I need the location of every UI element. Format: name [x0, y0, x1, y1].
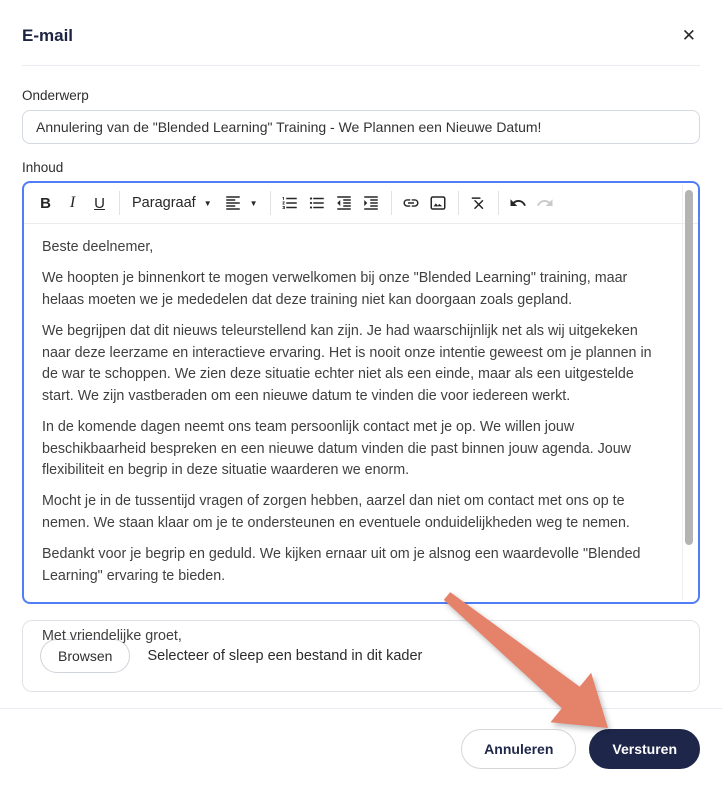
outdent-icon — [335, 194, 353, 212]
redo-button[interactable] — [532, 189, 559, 217]
clear-formatting-icon — [469, 194, 487, 212]
subject-label: Onderwerp — [22, 88, 89, 103]
chevron-down-icon: ▼ — [249, 198, 258, 208]
editor-scrollbar[interactable] — [685, 190, 693, 545]
paragraph-format-label: Paragraaf — [132, 195, 196, 211]
insert-link-button[interactable] — [398, 189, 425, 217]
toolbar-divider — [458, 191, 459, 215]
toolbar-divider — [119, 191, 120, 215]
bullet-list-icon — [308, 194, 326, 212]
underline-button[interactable]: U — [86, 189, 113, 217]
chevron-down-icon: ▼ — [203, 198, 212, 208]
email-paragraph: In de komende dagen neemt ons team persoonlijk contact met je op. We willen jouw beschikbaarheid bespreken en een nieuwe datum vinden die past binnen jouw agenda. Jouw flexibiliteit en begrip in deze situatie waarderen we enorm. — [42, 419, 631, 478]
modal-footer — [22, 709, 700, 769]
modal-header — [22, 0, 700, 66]
undo-icon — [509, 194, 527, 212]
bullet-list-button[interactable] — [304, 189, 331, 217]
email-paragraph: Met vriendelijke groet, — [42, 628, 182, 645]
link-icon — [402, 194, 420, 212]
ordered-list-icon — [281, 194, 299, 212]
email-paragraph: We begrijpen dat dit nieuws teleurstellend kan zijn. Je had waarschijnlijk net als wij uitgekeken naar deze leerzame en interactieve ervaring. Het is nooit onze intentie geweest om je plannen in de war te schoppen. We zien deze situatie echter niet als een einde, maar als een uitgestelde start. We zijn vastberaden om een nieuwe datum te vinden die voor iedereen werkt. — [42, 323, 652, 404]
image-icon — [429, 194, 447, 212]
bold-button[interactable]: B — [32, 189, 59, 217]
email-paragraph: Bedankt voor je begrip en geduld. We kijken ernaar uit om je alsnog een waardevolle "Blended Learning" ervaring te bieden. — [42, 546, 641, 584]
editor-scroll-track — [682, 185, 696, 600]
undo-button[interactable] — [505, 189, 532, 217]
cancel-button[interactable]: Annuleren — [461, 729, 576, 769]
body-label: Inhoud — [22, 160, 64, 175]
toolbar-divider — [270, 191, 271, 215]
ordered-list-button[interactable] — [277, 189, 304, 217]
outdent-button[interactable] — [331, 189, 358, 217]
email-paragraph: We hoopten je binnenkort te mogen verwelkomen bij onze "Blended Learning" training, maar helaas moeten we je mededelen dat deze training niet kan doorgaan zoals gepland. — [42, 270, 628, 308]
email-paragraph: Mocht je in de tussentijd vragen of zorgen hebben, aarzel dan niet om contact met ons op te nemen. We staan klaar om je te ondersteunen en eventuele onduidelijkheden weg te nemen. — [42, 493, 630, 531]
align-left-icon — [224, 194, 242, 212]
align-dropdown[interactable] — [218, 189, 264, 217]
email-body-textarea[interactable] — [24, 224, 698, 645]
paragraph-format-dropdown[interactable] — [126, 189, 218, 217]
dropzone-hint: Selecteer of sleep een bestand in dit kader — [147, 648, 423, 664]
email-paragraph — [42, 597, 664, 616]
email-paragraph: Beste deelnemer, — [42, 239, 154, 255]
modal-title: E-mail — [22, 25, 74, 45]
rich-text-editor — [22, 181, 700, 645]
insert-image-button[interactable] — [425, 189, 452, 217]
close-icon[interactable]: ✕ — [678, 25, 700, 46]
toolbar-divider — [498, 191, 499, 215]
indent-icon — [362, 194, 380, 212]
indent-button[interactable] — [358, 189, 385, 217]
toolbar-divider — [391, 191, 392, 215]
submit-button[interactable]: Versturen — [589, 729, 700, 769]
subject-input[interactable] — [22, 110, 700, 144]
redo-icon — [536, 194, 554, 212]
editor-toolbar — [24, 183, 698, 224]
clear-formatting-button[interactable] — [465, 189, 492, 217]
browse-button[interactable]: Browsen — [40, 639, 130, 673]
italic-button[interactable]: I — [59, 189, 86, 217]
